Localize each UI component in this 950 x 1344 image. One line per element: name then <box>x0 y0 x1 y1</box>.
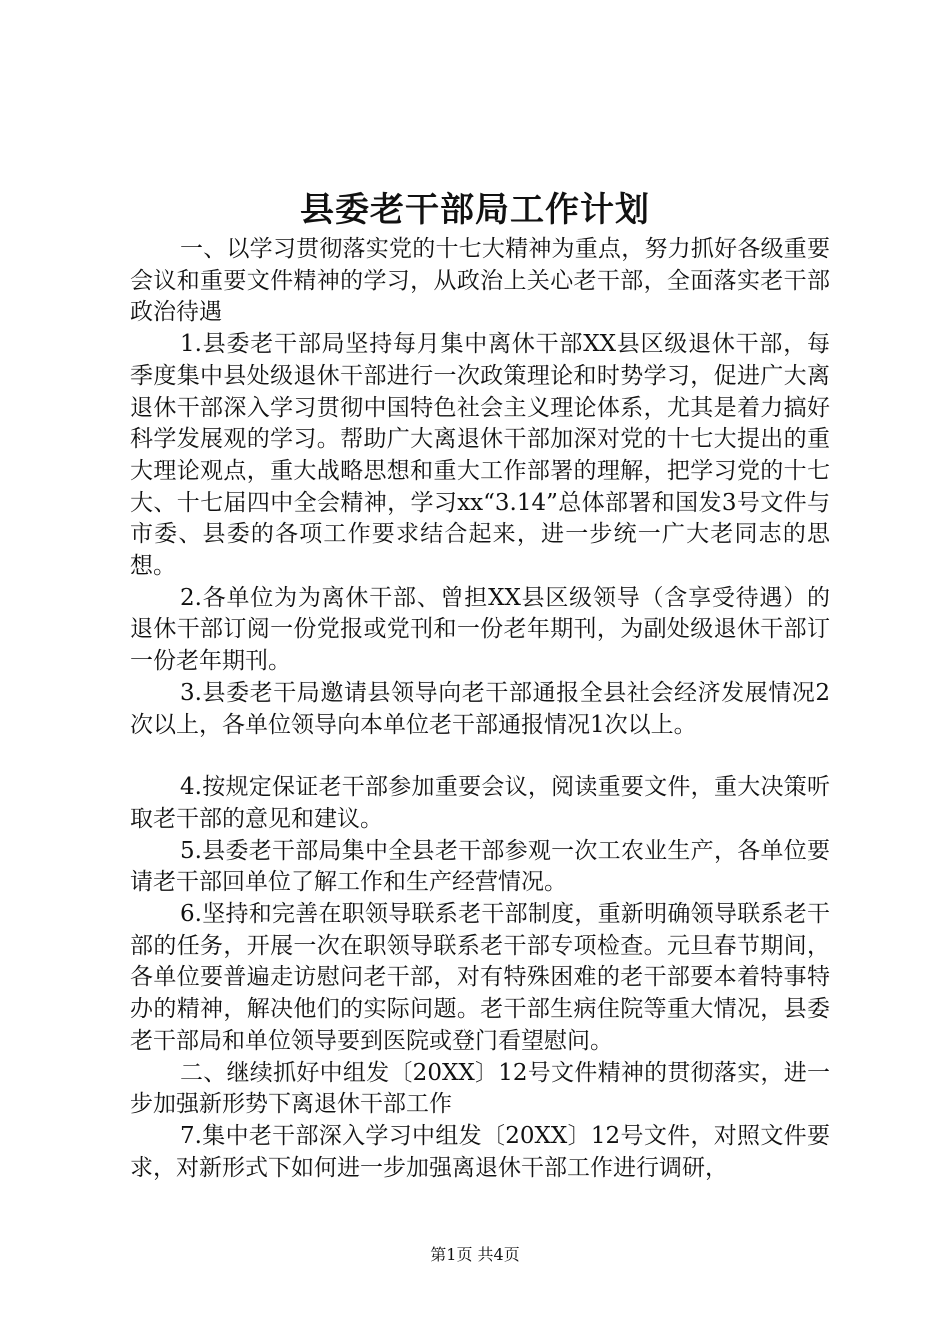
section-heading-2: 二、继续抓好中组发〔20XX〕12号文件精神的贯彻落实，进一步加强新形势下离退休干部工作 <box>130 1059 830 1118</box>
document-body <box>130 234 830 1184</box>
section-heading-1: 一、以学习贯彻落实党的十七大精神为重点，努力抓好各级重要会议和重要文件精神的学习，从政治上关心老干部，全面落实老干部政治待遇 <box>130 236 830 326</box>
document-title: 县委老干部局工作计划 <box>300 190 650 230</box>
paragraph-item-3: 3.县委老干局邀请县领导向老干部通报全县社会经济发展情况2次以上，各单位领导向本单位老干部通报情况1次以上。 <box>130 679 830 738</box>
paragraph-item-1: 1.县委老干部局坚持每月集中离休干部XX县区级退休干部，每季度集中县处级退休干部进行一次政策理论和时势学习，促进广大离退休干部深入学习贯彻中国特色社会主义理论体系，尤其是着力搞好科学发展观的学习。帮助广大离退休干部加深对党的十七大提出的重大理论观点，重大战略思想和重大工作部署的理解，把学习党的十七大、十七届四中全会精神，学习xx“3.14”总体部署和国发3号文件与市委、县委的各项工作要求结合起来，进一步统一广大老同志的思想。 <box>130 331 830 580</box>
paragraph-item-5: 5.县委老干部局集中全县老干部参观一次工农业生产，各单位要请老干部回单位了解工作和生产经营情况。 <box>130 837 830 896</box>
paragraph-item-2: 2.各单位为为离休干部、曾担XX县区级领导（含享受待遇）的退休干部订阅一份党报或党刊和一份老年期刊，为副处级退休干部订一份老年期刊。 <box>130 584 830 675</box>
paragraph-item-6: 6.坚持和完善在职领导联系老干部制度，重新明确领导联系老干部的任务，开展一次在职领导联系老干部专项检查。元旦春节期间，各单位要普遍走访慰问老干部，对有特殊困难的老干部要本着特事特办的精神，解决他们的实际问题。老干部生病住院等重大情况，县委老干部局和单位领导要到医院或登门看望慰问。 <box>130 901 830 1054</box>
paragraph-item-4: 4.按规定保证老干部参加重要会议，阅读重要文件，重大决策听取老干部的意见和建议。 <box>130 774 830 832</box>
page-number: 第1页 共4页 <box>430 1245 520 1264</box>
paragraph-item-7: 7.集中老干部深入学习中组发〔20XX〕12号文件，对照文件要求，对新形式下如何进一步加强离退休干部工作进行调研， <box>130 1122 830 1181</box>
